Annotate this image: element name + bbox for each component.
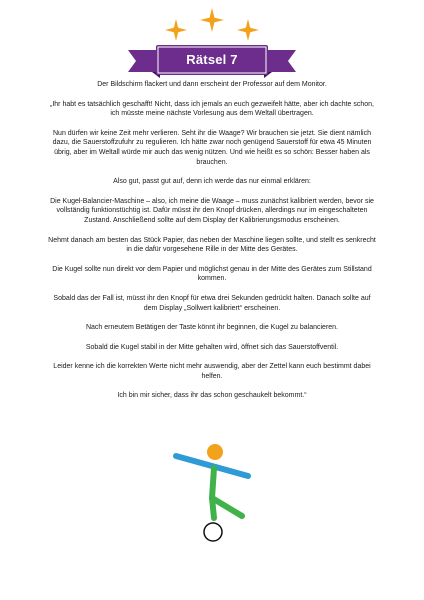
paragraph: Also gut, passt gut auf, denn ich werde das nur einmal erklären: — [113, 178, 311, 186]
paragraph: Die Kugel-Balancier-Maschine – also, ich meine die Waage – muss zunächst kalibriert werden, bevor sie vollständig funktionstüchtig ist. Dafür müsst ihr den Knopf drücken, allerdings nur im eingeschalteten Zustand. Anschließend sollte auf dem Display der Kalibrierungsmodus erscheinen. — [50, 197, 374, 224]
paragraph: Leider kenne ich die korrekten Werte nicht mehr auswendig, aber der Zettel kann euch bestimmt dabei helfen. — [53, 363, 371, 380]
paragraph: Nach erneutem Betätigen der Taste könnt ihr beginnen, die Kugel zu balancieren. — [85, 324, 339, 332]
page-title: Rätsel 7 — [186, 52, 238, 67]
page-header — [0, 0, 424, 80]
paragraph: Sobald die Kugel stabil in der Mitte gehalten wird, öffnet sich das Sauerstoffventil. — [85, 343, 339, 351]
figure-head — [207, 444, 223, 460]
paragraph: Die Kugel sollte nun direkt vor dem Papier und möglichst genau in der Mitte des Gerätes zum Stillstand kommen. — [52, 265, 372, 283]
paragraph: Der Bildschirm flackert und dann erscheint der Professor auf dem Monitor. — [97, 81, 327, 88]
paragraph: „Ihr habt es tatsächlich geschafft! Nicht, dass ich jemals an euch gezweifelt hätte, aber ich dachte schon, ich müsste meine nächste Vorlesung aus dem Weltall übertragen. — [50, 100, 374, 118]
ribbon-tail-right — [264, 50, 296, 72]
paragraph: Nun dürfen wir keine Zeit mehr verlieren. Seht ihr die Waage? Wir brauchen sie jetzt. Sie dient nämlich dazu, die Sauerstoffzufuhr zu regulieren. Ich hätte zwar noch genügend Sauerstoff für etwa 45 Minuten übrig, aber im Weltall würde mir auch das wenig nützen. Und wie heißt es so schön: Besser haben als brauchen. — [52, 129, 372, 166]
paragraph: Ich bin mir sicher, dass ihr das schon geschaukelt bekommt.“ — [117, 392, 307, 400]
paragraph: Nehmt danach am besten das Stück Papier, das neben der Maschine liegen sollte, und stellt es senkrecht in die dafür vorgesehene Rille in der Mitte des Gerätes. — [48, 236, 376, 254]
figure-torso — [212, 468, 214, 498]
story-text — [48, 80, 376, 411]
balancing-figure-illustration — [170, 440, 260, 550]
paragraph: Sobald das der Fall ist, müsst ihr den Knopf für etwa drei Sekunden gedrückt halten. Danach sollte auf dem Display „Sollwert kalibriert“ erscheinen. — [53, 294, 371, 312]
ball-icon — [204, 523, 222, 541]
